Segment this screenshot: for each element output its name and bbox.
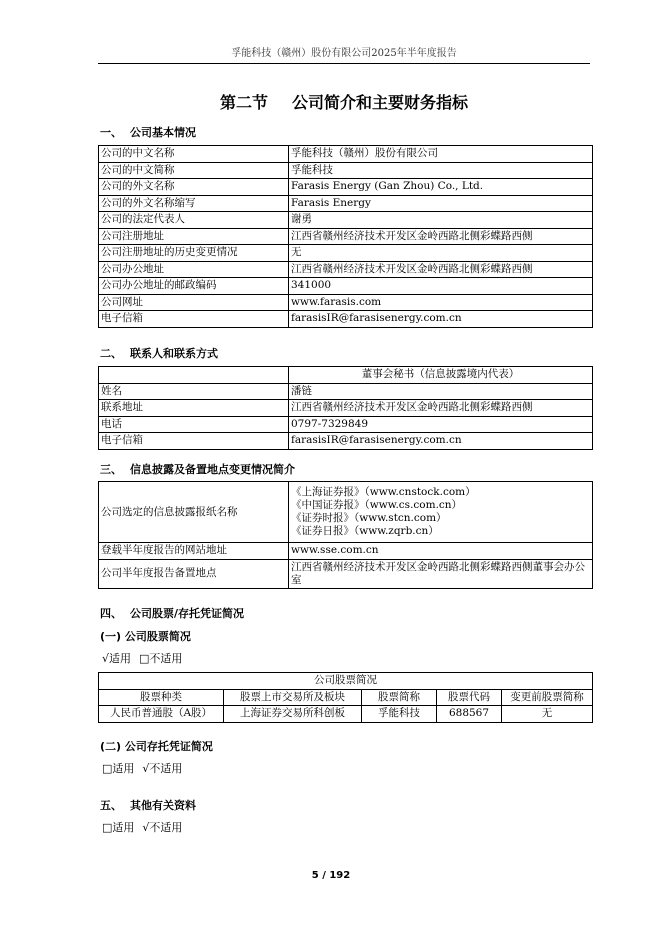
applicability-options-other: □适用 √不适用	[102, 821, 183, 834]
column-header: 股票种类	[99, 689, 224, 706]
table-row	[99, 383, 593, 400]
field-value: 孚能科技	[289, 162, 593, 179]
table-row	[99, 689, 593, 706]
section-heading-2: 二、 联系人和联系方式	[100, 347, 218, 360]
company-basic-info-table	[98, 145, 593, 328]
field-label: 公司网址	[99, 294, 289, 311]
field-label: 公司的中文简称	[99, 162, 289, 179]
table-row: 人民币普通股（A股） 上海证券交易所科创板 孚能科技 688567 无	[99, 706, 593, 723]
field-value: 0797-7329849	[289, 416, 593, 433]
field-value: farasisIR@farasisenergy.com.cn	[289, 433, 593, 450]
page-number: 5 / 192	[311, 870, 351, 881]
field-value: www.farasis.com	[289, 294, 593, 311]
field-value: 谢勇	[289, 212, 593, 229]
subsection-heading-depositary: (二) 公司存托凭证简况	[100, 740, 213, 753]
table-row	[99, 416, 593, 433]
table-row	[99, 294, 593, 311]
field-label: 电子信箱	[99, 311, 289, 328]
column-header: 股票上市交易所及板块	[224, 689, 362, 706]
stock-info-table	[98, 672, 593, 723]
field-value: 潘链	[289, 383, 593, 400]
field-label: 公司办公地址	[99, 261, 289, 278]
field-value: 无	[289, 245, 593, 262]
table-row	[99, 195, 593, 212]
section-name: 公司简介和主要财务指标	[292, 93, 469, 112]
subsection-heading-stock: (一) 公司股票简况	[100, 630, 191, 643]
field-value: 江西省赣州经济技术开发区金岭西路北侧彩蝶路西侧	[289, 400, 593, 417]
column-header: 股票简称	[362, 689, 437, 706]
section-number: 第二节	[219, 93, 268, 112]
field-label: 公司办公地址的邮政编码	[99, 278, 289, 295]
field-label: 联系地址	[99, 400, 289, 417]
field-value: farasisIR@farasisenergy.com.cn	[289, 311, 593, 328]
field-label: 公司的外文名称	[99, 179, 289, 196]
field-label: 姓名	[99, 383, 289, 400]
table-row	[99, 228, 593, 245]
column-header: 董事会秘书（信息披露境内代表）	[289, 367, 593, 384]
table-row	[99, 311, 593, 328]
applicability-options-depositary: □适用 √不适用	[102, 762, 183, 775]
table-row	[99, 367, 593, 384]
table-row: 公司选定的信息披露报纸名称 《上海证券报》（www.cnstock.com） 《中国证券报》（www.cs.com.cn） 《证券时报》（www.stcn.com） 《证券日报》（www.zqrb.cn）	[99, 482, 593, 543]
field-label: 公司注册地址	[99, 228, 289, 245]
field-value: Farasis Energy	[289, 195, 593, 212]
section-heading-3: 三、 信息披露及备置地点变更情况简介	[100, 463, 295, 476]
field-value: Farasis Energy (Gan Zhou) Co., Ltd.	[289, 179, 593, 196]
table-row	[99, 433, 593, 450]
field-value: 341000	[289, 278, 593, 295]
field-label: 公司的外文名称缩写	[99, 195, 289, 212]
field-label: 公司的中文名称	[99, 146, 289, 163]
field-label: 公司的法定代表人	[99, 212, 289, 229]
table-title: 公司股票简况	[99, 673, 593, 690]
table-row: 公司半年度报告备置地点 江西省赣州经济技术开发区金岭西路北侧彩蝶路西侧董事会办公室	[99, 559, 593, 588]
field-value: 江西省赣州经济技术开发区金岭西路北侧彩蝶路西侧	[289, 228, 593, 245]
table-row	[99, 278, 593, 295]
table-row	[99, 400, 593, 417]
table-row	[99, 162, 593, 179]
applicability-options-stock: √适用 □不适用	[102, 652, 183, 665]
field-label: 电子信箱	[99, 433, 289, 450]
field-label: 电话	[99, 416, 289, 433]
field-value: 孚能科技（赣州）股份有限公司	[289, 146, 593, 163]
section-heading-5: 五、 其他有关资料	[100, 799, 196, 812]
page-title	[98, 90, 590, 113]
page-header: 孚能科技（赣州）股份有限公司2025年半年度报告	[98, 44, 590, 64]
table-row: 登载半年度报告的网站地址 www.sse.com.cn	[99, 543, 593, 560]
table-row	[99, 146, 593, 163]
contact-info-table	[98, 366, 593, 450]
field-label: 公司注册地址的历史变更情况	[99, 245, 289, 262]
section-heading-4: 四、 公司股票/存托凭证简况	[100, 607, 245, 620]
table-row	[99, 245, 593, 262]
table-row	[99, 179, 593, 196]
table-row	[99, 212, 593, 229]
column-header: 变更前股票简称	[502, 689, 593, 706]
section-heading-1: 一、 公司基本情况	[100, 126, 196, 139]
table-row	[99, 673, 593, 690]
column-header: 股票代码	[437, 689, 502, 706]
field-value: 江西省赣州经济技术开发区金岭西路北侧彩蝶路西侧	[289, 261, 593, 278]
disclosure-info-table	[98, 481, 593, 589]
table-row	[99, 261, 593, 278]
